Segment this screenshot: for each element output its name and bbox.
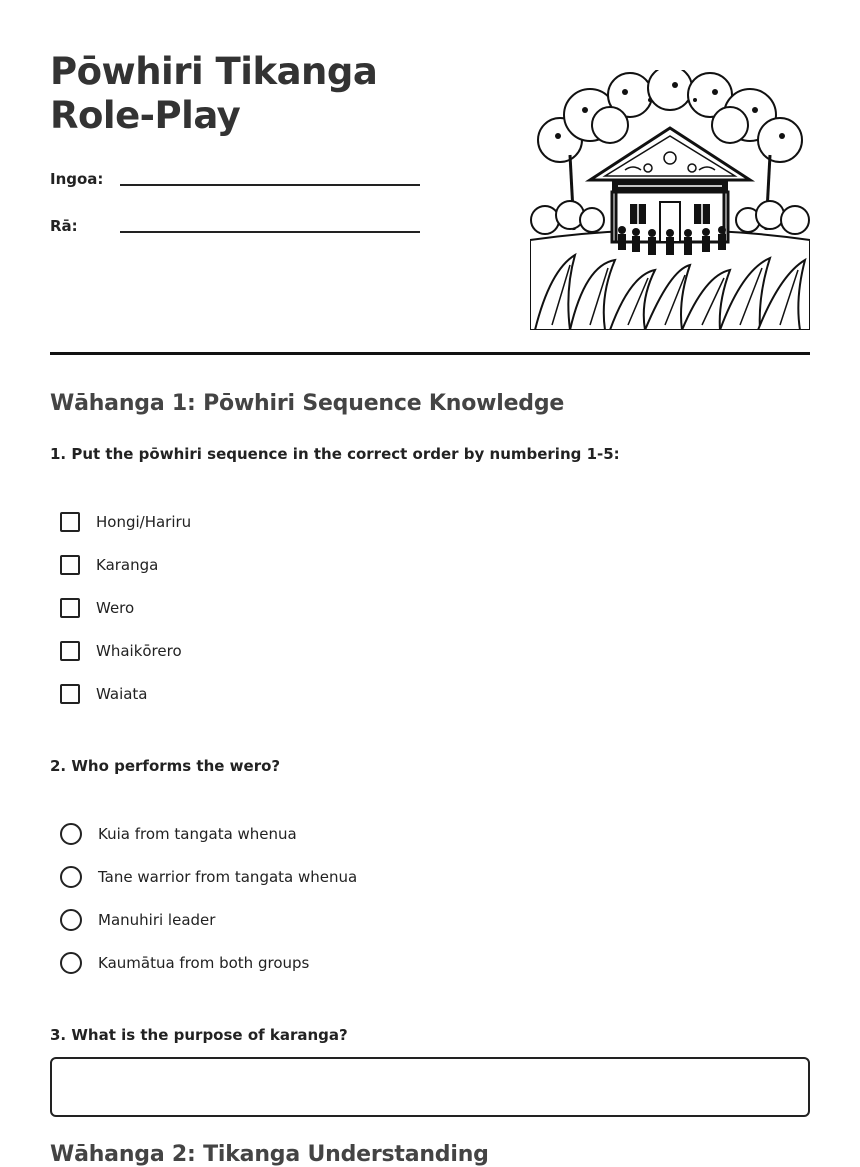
sequence-number-box[interactable]: [60, 641, 80, 661]
sequence-option: [60, 552, 158, 578]
worksheet-page: [50, 0, 810, 1167]
sequence-option: [60, 638, 182, 664]
radio-button[interactable]: [60, 952, 82, 974]
date-field-label: Rā:: [50, 217, 78, 235]
sequence-number-box[interactable]: [60, 512, 80, 532]
answer-option: [60, 864, 357, 890]
date-field: [50, 213, 420, 243]
page-title: Pōwhiri Tikanga Role-Play: [50, 50, 378, 137]
karanga-answer-box[interactable]: [50, 1057, 810, 1117]
answer-option-label: Kaumātua from both groups: [98, 954, 310, 972]
radio-button[interactable]: [60, 909, 82, 931]
sequence-option-label: Karanga: [96, 556, 159, 574]
date-input[interactable]: [120, 213, 420, 233]
sequence-option-label: Waiata: [96, 685, 148, 703]
worksheet-header: [50, 0, 810, 355]
radio-button[interactable]: [60, 823, 82, 845]
name-field: [50, 166, 420, 196]
question-3-prompt: 3. What is the purpose of karanga?: [50, 1026, 348, 1044]
sequence-number-box[interactable]: [60, 598, 80, 618]
name-input[interactable]: [120, 166, 420, 186]
sequence-number-box[interactable]: [60, 555, 80, 575]
sequence-number-box[interactable]: [60, 684, 80, 704]
answer-option-label: Manuhiri leader: [98, 911, 216, 929]
sequence-option: [60, 509, 191, 535]
answer-option: [60, 821, 297, 847]
name-field-label: Ingoa:: [50, 170, 104, 188]
sequence-option: [60, 681, 148, 707]
sequence-option-label: Whaikōrero: [96, 642, 182, 660]
section-2-title: Wāhanga 2: Tikanga Understanding: [50, 1142, 489, 1167]
question-2-prompt: 2. Who performs the wero?: [50, 757, 281, 775]
sequence-option-label: Hongi/Hariru: [96, 513, 192, 531]
sequence-option: [60, 595, 134, 621]
sequence-option-label: Wero: [96, 599, 135, 617]
radio-button[interactable]: [60, 866, 82, 888]
marae-illustration: [530, 70, 810, 330]
answer-option: [60, 907, 215, 933]
answer-option-label: Kuia from tangata whenua: [98, 825, 297, 843]
answer-option-label: Tane warrior from tangata whenua: [98, 868, 358, 886]
question-1-prompt: 1. Put the pōwhiri sequence in the correct order by numbering 1-5:: [50, 445, 620, 463]
answer-option: [60, 950, 309, 976]
section-1-title: Wāhanga 1: Pōwhiri Sequence Knowledge: [50, 391, 565, 416]
